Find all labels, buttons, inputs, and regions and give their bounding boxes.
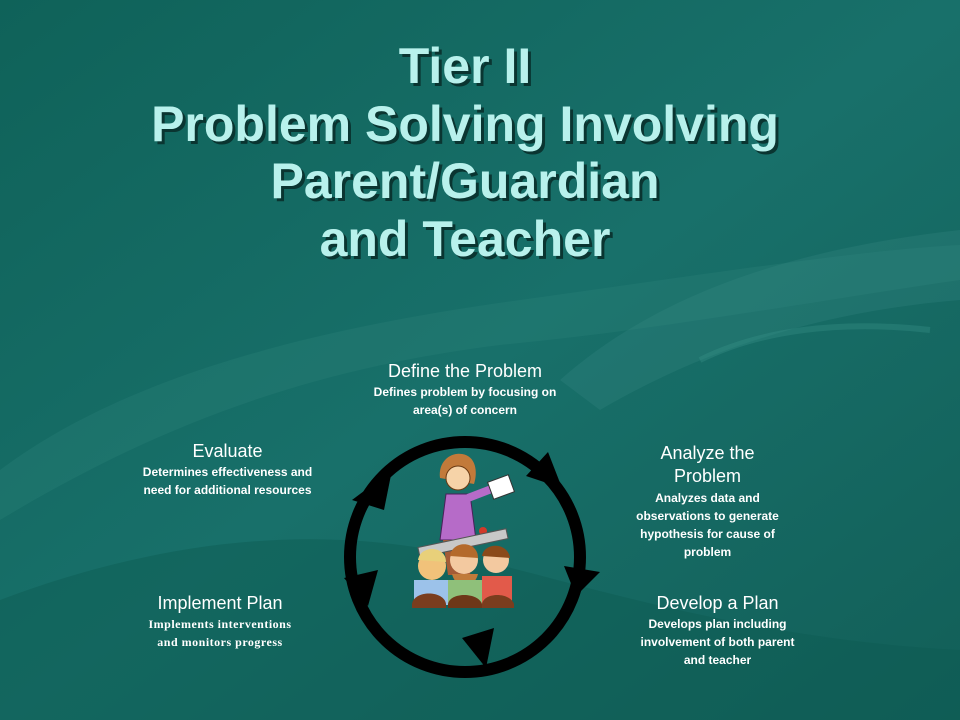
define-heading: Define the Problem	[387, 361, 543, 381]
develop-desc-line-1: Develops plan including	[648, 617, 787, 632]
implement-heading: Implement Plan	[157, 593, 283, 613]
analyze-desc-line-4: problem	[683, 544, 732, 559]
evaluate-heading: Evaluate	[192, 441, 263, 461]
title-line-3: Parent/Guardian	[270, 153, 660, 209]
step-evaluate	[110, 440, 345, 499]
implement-desc-line-1: Implements interventions	[148, 617, 292, 632]
define-desc-line-2: area(s) of concern	[412, 403, 518, 418]
analyze-desc-line-1: Analyzes data and	[655, 490, 760, 505]
analyze-heading-line-2: Problem	[673, 466, 742, 487]
step-develop	[605, 592, 830, 669]
develop-heading: Develop a Plan	[656, 593, 779, 613]
define-desc-line-1: Defines problem by focusing on	[373, 385, 557, 400]
develop-desc-line-3: and teacher	[683, 653, 752, 668]
title-line-2: Problem Solving Involving	[151, 95, 779, 152]
evaluate-desc-line-2: need for additional resources	[143, 483, 312, 498]
step-implement	[110, 592, 330, 651]
analyze-desc-line-2: observations to generate	[636, 508, 779, 523]
title-line-4: and Teacher	[319, 210, 611, 267]
evaluate-desc-line-1: Determines effectiveness and	[142, 465, 313, 480]
develop-desc-line-2: involvement of both parent	[640, 635, 795, 650]
title-line-1: Tier II	[398, 38, 532, 94]
teacher-reading-clipart-icon	[412, 454, 514, 608]
analyze-heading-line-1: Analyze the	[660, 443, 755, 463]
step-analyze	[600, 442, 815, 561]
arrowhead-bottom	[462, 628, 494, 668]
step-define	[340, 360, 590, 419]
analyze-desc-line-3: hypothesis for cause of	[640, 526, 775, 541]
implement-desc-line-2: and monitors progress	[157, 635, 283, 650]
